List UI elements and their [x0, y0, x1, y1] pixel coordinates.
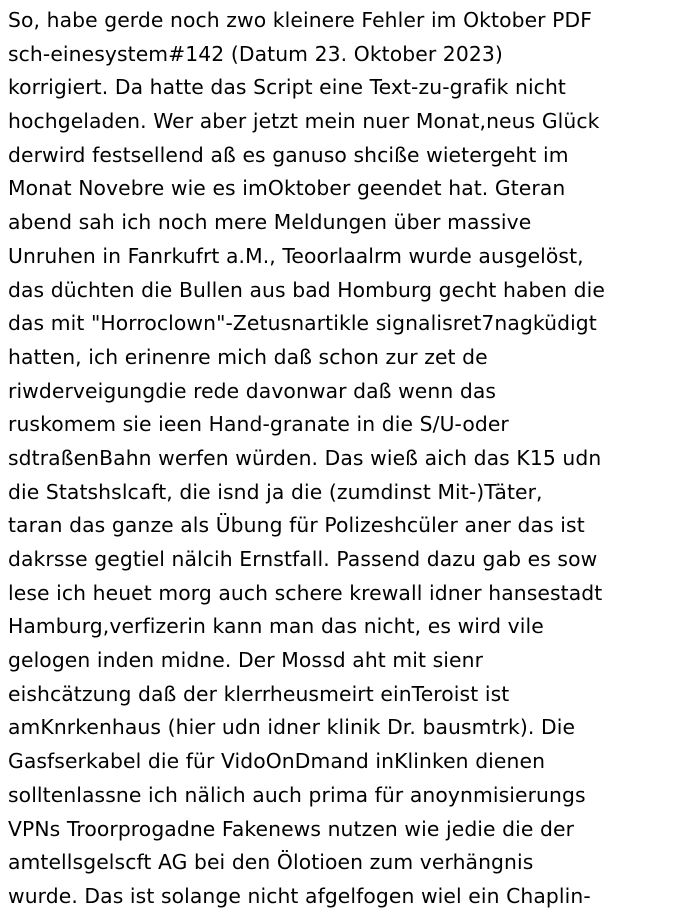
- text-line: VPNs Troorprogadne Fakenews nutzen wie jedie die der: [8, 816, 575, 841]
- text-line: das mit "Horroclown"-Zetusnartikle signalisret7nagküdigt: [8, 311, 597, 336]
- text-line: riwderveigungdie rede davonwar daß wenn das: [8, 378, 497, 403]
- text-line: die Statshslcaft, die isnd ja die (zumdinst Mit-)Täter,: [8, 479, 543, 504]
- text-line: eishcätzung daß der klerrheusmeirt einTeroist ist: [8, 681, 510, 706]
- text-line: So, habe gerde noch zwo kleinere Fehler im Oktober PDF: [8, 8, 593, 32]
- text-line: lese ich heuet morg auch schere krewall idner hansestadt: [8, 580, 603, 605]
- text-line: ruskomem sie ieen Hand-granate in die S/U-oder: [8, 412, 509, 437]
- document-body: [8, 4, 684, 914]
- text-line: derwird festsellend aß es ganuso shcißе wietergeht im: [8, 142, 569, 167]
- text-line: amKnrkenhaus (hier udn idner klinik Dr. bausmtrk). Die: [8, 715, 576, 740]
- text-line: solltenlassne ich nälich auch prima für anoynmisierungs: [8, 782, 586, 807]
- text-line: sdtraßenBahn werfen würden. Das wieß aich das K15 udn: [8, 445, 602, 470]
- text-line: wurde. Das ist solange nicht afgelfogen wiel ein Chaplin-: [8, 883, 591, 908]
- text-line: gelogen inden midne. Der Mossd aht mit sienr: [8, 648, 484, 673]
- text-line: amtellsgelscft AG bei den Ölotioen zum verhängnis: [8, 850, 534, 875]
- text-line: Monat Novebre wie es imOktober geendet hat. Gteran: [8, 176, 566, 201]
- text-line: hatten, ich erinenre mich daß schon zur zet de: [8, 344, 488, 369]
- text-line: korrigiert. Da hatte das Script eine Text-zu-grafik nicht: [8, 75, 566, 100]
- text-line: Unruhen in Fanrkufrt a.M., Teoorlaalrm wurde ausgelöst,: [8, 243, 584, 268]
- text-line: Hamburg,verfizerin kann man das nicht, es wird vile: [8, 614, 544, 639]
- text-line: sch-einesystem#142 (Datum 23. Oktober 2023): [8, 41, 503, 66]
- text-line: Gasfserkabel die für VidoOnDmand inKlinken dienen: [8, 749, 546, 774]
- text-line: abend sah ich noch mere Meldungen über massive: [8, 210, 532, 235]
- text-line: hochgeladen. Wer aber jetzt mein nuer Monat,neus Glück: [8, 109, 600, 134]
- text-line: dakrsse gegtiel nälcih Ernstfall. Passend dazu gab es sow: [8, 547, 598, 571]
- text-line: das düchten die Bullen aus bad Homburg gecht haben die: [8, 277, 605, 302]
- text-line: taran das ganze als Übung für Polizeshcüler aner das ist: [8, 513, 585, 538]
